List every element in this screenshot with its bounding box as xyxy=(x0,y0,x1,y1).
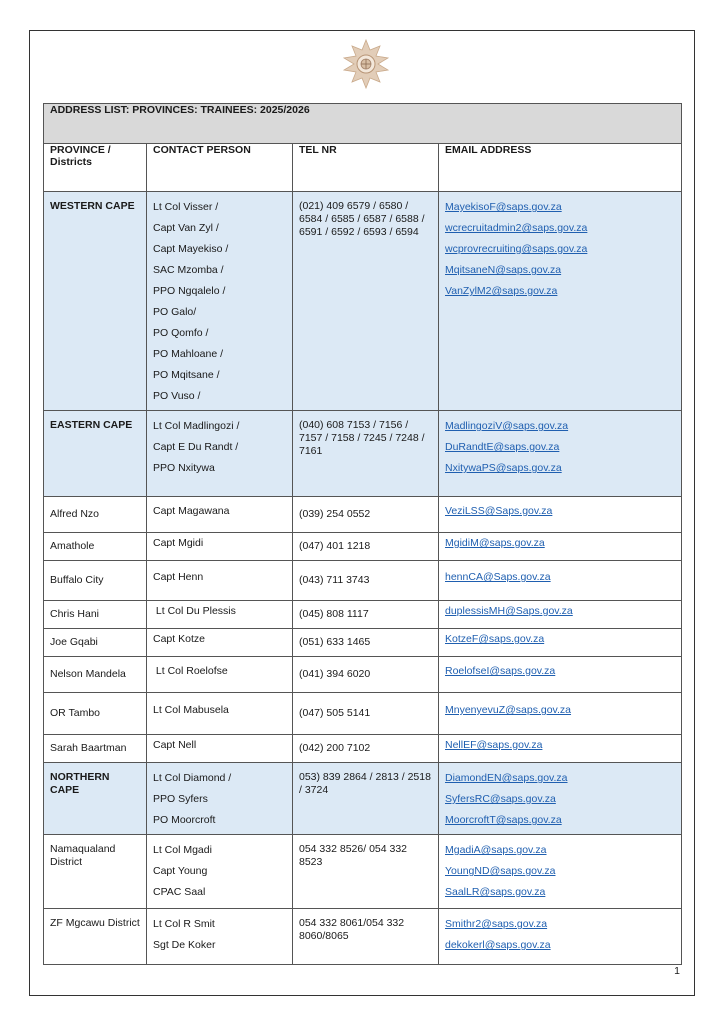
contact-person: Capt E Du Randt / xyxy=(153,441,239,453)
tel-number: 054 332 8061/054 332 8060/8065 xyxy=(299,917,405,942)
table-title: ADDRESS LIST: PROVINCES: TRAINEES: 2025/2026 xyxy=(44,104,682,144)
email-cell xyxy=(439,909,682,965)
email-link[interactable]: hennCA@Saps.gov.za xyxy=(445,571,551,583)
contact-person: PO Moorcroft xyxy=(153,814,216,826)
province-name: WESTERN CAPE xyxy=(50,200,135,212)
district-name: OR Tambo xyxy=(50,707,100,719)
contact-person: Sgt De Koker xyxy=(153,939,216,951)
contact-person: Capt Kotze xyxy=(153,633,205,645)
email-cell xyxy=(439,835,682,909)
contact-person: CPAC Saal xyxy=(153,886,206,898)
saps-emblem-icon xyxy=(340,38,392,90)
tel-number: (051) 633 1465 xyxy=(299,636,371,648)
email-cell xyxy=(439,657,682,693)
district-name: ZF Mgcawu District xyxy=(50,917,140,929)
page-number: 1 xyxy=(674,965,680,977)
district-name: Namaqualand District xyxy=(50,843,116,868)
district-name: Chris Hani xyxy=(50,608,100,620)
table-row xyxy=(44,693,682,735)
tel-number: (043) 711 3743 xyxy=(299,574,370,586)
email-cell xyxy=(439,693,682,735)
tel-cell xyxy=(293,497,439,533)
contact-person: Lt Col Roelofse xyxy=(153,665,228,677)
district-name: Nelson Mandela xyxy=(50,668,126,680)
email-cell xyxy=(439,411,682,497)
contact-person: Lt Col R Smit xyxy=(153,918,215,930)
province-cell xyxy=(44,835,147,909)
contact-person: Lt Col Mabusela xyxy=(153,704,229,716)
header-email-address: EMAIL ADDRESS xyxy=(439,144,682,192)
district-name: Amathole xyxy=(50,540,95,552)
tel-cell xyxy=(293,629,439,657)
district-name: Joe Gqabi xyxy=(50,636,98,648)
contact-person: PO Mahloane / xyxy=(153,348,224,360)
email-link[interactable]: MgidiM@saps.gov.za xyxy=(445,537,545,549)
tel-cell xyxy=(293,561,439,601)
tel-number: 054 332 8526/ 054 332 8523 xyxy=(299,843,408,868)
contact-cell xyxy=(147,533,293,561)
email-link[interactable]: DiamondEN@saps.gov.za xyxy=(445,772,568,784)
email-link[interactable]: wcrecruitadmin2@saps.gov.za xyxy=(445,222,588,234)
province-cell xyxy=(44,601,147,629)
contact-cell xyxy=(147,561,293,601)
tel-cell xyxy=(293,657,439,693)
table-row xyxy=(44,735,682,763)
table-row xyxy=(44,497,682,533)
tel-number: (041) 394 6020 xyxy=(299,668,371,680)
table-row xyxy=(44,533,682,561)
email-cell xyxy=(439,735,682,763)
email-cell xyxy=(439,192,682,411)
email-link[interactable]: MayekisoF@saps.gov.za xyxy=(445,201,562,213)
contact-cell xyxy=(147,657,293,693)
email-link[interactable]: KotzeF@saps.gov.za xyxy=(445,633,545,645)
tel-cell xyxy=(293,735,439,763)
email-link[interactable]: YoungND@saps.gov.za xyxy=(445,865,556,877)
contact-cell xyxy=(147,735,293,763)
header-contact-person: CONTACT PERSON xyxy=(147,144,293,192)
contact-person: Lt Col Visser / xyxy=(153,201,219,213)
province-name: NORTHERN CAPE xyxy=(50,771,110,796)
contact-cell xyxy=(147,192,293,411)
province-cell xyxy=(44,561,147,601)
contact-cell xyxy=(147,835,293,909)
email-link[interactable]: Smithr2@saps.gov.za xyxy=(445,918,548,930)
tel-number: (047) 505 5141 xyxy=(299,707,371,719)
email-link[interactable]: NxitywaPS@saps.gov.za xyxy=(445,462,562,474)
province-cell xyxy=(44,533,147,561)
table-row xyxy=(44,411,682,497)
email-link[interactable]: VanZylM2@saps.gov.za xyxy=(445,285,558,297)
tel-number: (040) 608 7153 / 7156 / 7157 / 7158 / 7245 / 7248 / 7161 xyxy=(299,419,425,457)
contact-person: Capt Henn xyxy=(153,571,204,583)
province-cell xyxy=(44,735,147,763)
tel-cell xyxy=(293,909,439,965)
tel-number: (042) 200 7102 xyxy=(299,742,371,754)
contact-person: Lt Col Du Plessis xyxy=(153,605,236,617)
contact-cell xyxy=(147,497,293,533)
email-link[interactable]: DuRandtE@saps.gov.za xyxy=(445,441,560,453)
tel-number: (047) 401 1218 xyxy=(299,540,371,552)
tel-number: (045) 808 1117 xyxy=(299,608,369,620)
email-link[interactable]: wcprovrecruiting@saps.gov.za xyxy=(445,243,588,255)
document-page xyxy=(29,30,695,996)
email-link[interactable]: MnyenyevuZ@saps.gov.za xyxy=(445,704,572,716)
district-name: Buffalo City xyxy=(50,574,104,586)
tel-cell xyxy=(293,693,439,735)
contact-cell xyxy=(147,763,293,835)
header-tel-nr: TEL NR xyxy=(293,144,439,192)
contact-person: PPO Nxitywa xyxy=(153,462,215,474)
email-link[interactable]: MqitsaneN@saps.gov.za xyxy=(445,264,562,276)
email-cell xyxy=(439,629,682,657)
email-link[interactable]: SyfersRC@saps.gov.za xyxy=(445,793,556,805)
tel-cell xyxy=(293,411,439,497)
contact-person: Lt Col Diamond / xyxy=(153,772,232,784)
header-province: PROVINCE / Districts xyxy=(44,144,147,192)
email-cell xyxy=(439,561,682,601)
province-cell xyxy=(44,909,147,965)
contact-person: PO Galo/ xyxy=(153,306,197,318)
contact-person: SAC Mzomba / xyxy=(153,264,224,276)
contact-cell xyxy=(147,411,293,497)
contact-person: Capt Nell xyxy=(153,739,197,751)
contact-person: Lt Col Mgadi xyxy=(153,844,212,856)
district-name: Sarah Baartman xyxy=(50,742,127,754)
tel-cell xyxy=(293,601,439,629)
province-cell xyxy=(44,693,147,735)
contact-person: Capt Van Zyl / xyxy=(153,222,219,234)
email-link[interactable]: SaalLR@saps.gov.za xyxy=(445,886,546,898)
contact-person: Capt Mgidi xyxy=(153,537,204,549)
contact-person: PO Mqitsane / xyxy=(153,369,220,381)
contact-person: Capt Mayekiso / xyxy=(153,243,229,255)
contact-person: PPO Ngqalelo / xyxy=(153,285,226,297)
table-row xyxy=(44,657,682,693)
email-cell xyxy=(439,601,682,629)
table-row xyxy=(44,629,682,657)
contact-cell xyxy=(147,629,293,657)
province-cell xyxy=(44,411,147,497)
email-link[interactable]: MoorcroftT@saps.gov.za xyxy=(445,814,562,826)
table-row xyxy=(44,601,682,629)
province-cell xyxy=(44,629,147,657)
table-row xyxy=(44,561,682,601)
table-row xyxy=(44,909,682,965)
province-cell xyxy=(44,657,147,693)
email-link[interactable]: VeziLSS@Saps.gov.za xyxy=(445,505,553,517)
email-link[interactable]: MadlingoziV@saps.gov.za xyxy=(445,420,569,432)
address-table xyxy=(43,103,682,965)
contact-person: Lt Col Madlingozi / xyxy=(153,420,240,432)
email-link[interactable]: dekokerl@saps.gov.za xyxy=(445,939,551,951)
tel-cell xyxy=(293,835,439,909)
tel-number: (039) 254 0552 xyxy=(299,508,371,520)
table-title-row xyxy=(44,104,682,144)
email-link[interactable]: NellEF@saps.gov.za xyxy=(445,739,543,751)
tel-number: 053) 839 2864 / 2813 / 2518 / 3724 xyxy=(299,771,431,796)
contact-person: PO Qomfo / xyxy=(153,327,209,339)
contact-person: Capt Young xyxy=(153,865,208,877)
contact-person: PO Vuso / xyxy=(153,390,201,402)
email-link[interactable]: duplessisMH@Saps.gov.za xyxy=(445,605,573,617)
table-header-row xyxy=(44,144,682,192)
contact-cell xyxy=(147,601,293,629)
province-cell xyxy=(44,763,147,835)
tel-cell xyxy=(293,763,439,835)
district-name: Alfred Nzo xyxy=(50,508,100,520)
province-name: EASTERN CAPE xyxy=(50,419,133,431)
contact-cell xyxy=(147,693,293,735)
tel-cell xyxy=(293,192,439,411)
table-row xyxy=(44,835,682,909)
tel-number: (021) 409 6579 / 6580 / 6584 / 6585 / 6587 / 6588 / 6591 / 6592 / 6593 / 6594 xyxy=(299,200,425,238)
table-row xyxy=(44,763,682,835)
contact-person: PPO Syfers xyxy=(153,793,208,805)
tel-cell xyxy=(293,533,439,561)
table-row xyxy=(44,192,682,411)
email-cell xyxy=(439,763,682,835)
email-link[interactable]: MgadiA@saps.gov.za xyxy=(445,844,547,856)
email-cell xyxy=(439,497,682,533)
contact-person: Capt Magawana xyxy=(153,505,230,517)
email-cell xyxy=(439,533,682,561)
province-cell xyxy=(44,192,147,411)
contact-cell xyxy=(147,909,293,965)
email-link[interactable]: RoelofseI@saps.gov.za xyxy=(445,665,556,677)
province-cell xyxy=(44,497,147,533)
